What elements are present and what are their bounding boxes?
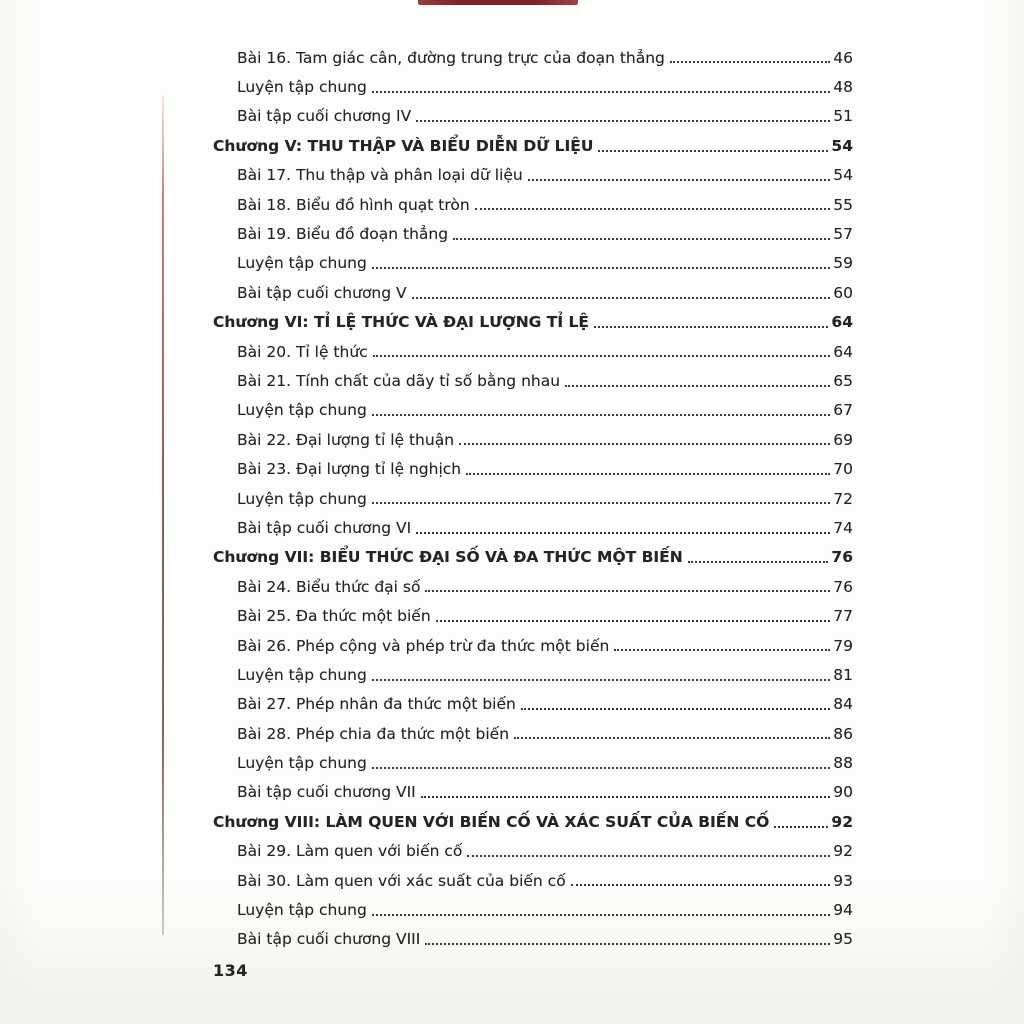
dotted-leader — [688, 561, 829, 563]
toc-entry-label: Bài tập cuối chương VI — [237, 518, 412, 537]
toc-entry — [213, 601, 853, 630]
toc-entry-page: 77 — [833, 607, 853, 626]
toc-entry — [213, 925, 853, 954]
toc-entry-label: Bài 28. Phép chia đa thức một biến — [237, 724, 510, 743]
page-number: 134 — [213, 961, 248, 980]
dotted-leader — [372, 267, 830, 269]
toc-entry-label: Bài 26. Phép cộng và phép trừ đa thức một biến — [237, 636, 610, 655]
toc-entry — [213, 660, 853, 689]
dotted-leader — [453, 238, 830, 240]
toc-entry-page: 65 — [833, 371, 853, 390]
toc-entry — [213, 337, 853, 366]
toc-entry — [213, 572, 853, 601]
dotted-leader — [436, 620, 831, 622]
dotted-leader — [521, 708, 830, 710]
toc-entry-label: Chương VI: TỈ LỆ THỨC VÀ ĐẠI LƯỢNG TỈ LỆ — [213, 313, 589, 332]
toc-entry-page: 69 — [833, 430, 853, 449]
dotted-leader — [372, 414, 830, 416]
toc-entry-label: Bài 18. Biểu đồ hình quạt tròn — [237, 195, 470, 214]
toc-entry — [213, 690, 853, 719]
toc-entry-label: Luyện tập chung — [237, 489, 367, 508]
toc-entry-label: Luyện tập chung — [237, 901, 367, 920]
toc-entry-label: Bài 16. Tam giác cân, đường trung trực của đoạn thẳng — [237, 48, 665, 67]
toc-entry-page: 90 — [833, 783, 853, 802]
dotted-leader — [373, 355, 831, 357]
toc-entry-page: 59 — [833, 254, 853, 273]
dotted-leader — [425, 590, 830, 592]
dotted-leader — [528, 179, 831, 181]
toc-entry — [213, 102, 853, 131]
dotted-leader — [514, 737, 830, 739]
toc-entry — [213, 866, 853, 895]
dotted-leader — [372, 502, 830, 504]
toc-entry-label: Luyện tập chung — [237, 254, 367, 273]
dotted-leader — [670, 61, 830, 63]
toc-entry — [213, 43, 853, 72]
toc-entry-page: 57 — [833, 225, 853, 244]
toc-entry-page: 54 — [833, 166, 853, 185]
toc-entry — [213, 895, 853, 924]
dotted-leader — [372, 91, 830, 93]
toc-entry-label: Bài 25. Đa thức một biến — [237, 607, 431, 626]
toc-entry-page: 64 — [831, 313, 853, 332]
dotted-leader — [416, 120, 830, 122]
toc-entry — [213, 131, 853, 160]
toc-entry-page: 64 — [833, 342, 853, 361]
toc-entry-label: Luyện tập chung — [237, 401, 367, 420]
toc-entry-label: Bài 23. Đại lượng tỉ lệ nghịch — [237, 460, 462, 479]
toc-entry — [213, 190, 853, 219]
toc-entry — [213, 543, 853, 572]
toc-entry — [213, 837, 853, 866]
toc-entry-page: 70 — [833, 460, 853, 479]
toc-entry-label: Bài tập cuối chương V — [237, 283, 407, 302]
toc-entry — [213, 454, 853, 483]
toc-entry-page: 81 — [833, 665, 853, 684]
toc-entry-label: Bài tập cuối chương IV — [237, 107, 412, 126]
toc-entry — [213, 249, 853, 278]
toc-entry-page: 92 — [831, 812, 853, 831]
toc-entry — [213, 484, 853, 513]
toc-entry-page: 51 — [833, 107, 853, 126]
dotted-leader — [614, 649, 830, 651]
dotted-leader — [459, 443, 830, 445]
toc-entry-page: 92 — [833, 842, 853, 861]
toc-entry — [213, 748, 853, 777]
dotted-leader — [416, 532, 830, 534]
toc-entry-page: 67 — [833, 401, 853, 420]
toc-entry — [213, 278, 853, 307]
toc-entry-page: 84 — [833, 695, 853, 714]
toc-entry — [213, 161, 853, 190]
dotted-leader — [774, 826, 828, 828]
dotted-leader — [467, 855, 830, 857]
toc-entry-label: Luyện tập chung — [237, 78, 367, 97]
toc-list — [213, 43, 853, 954]
page-edge-line — [162, 95, 164, 935]
toc-entry-label: Bài 29. Làm quen với biến cố — [237, 842, 463, 861]
toc-entry — [213, 719, 853, 748]
toc-entry-label: Bài 27. Phép nhân đa thức một biến — [237, 695, 516, 714]
toc-entry-label: Bài 30. Làm quen với xác suất của biến cố — [237, 871, 566, 890]
toc-entry-page: 46 — [833, 48, 853, 67]
dotted-leader — [421, 796, 831, 798]
toc-entry-label: Luyện tập chung — [237, 665, 367, 684]
toc-entry — [213, 366, 853, 395]
toc-entry-page: 48 — [833, 78, 853, 97]
book-cover-top-edge — [418, 0, 578, 5]
toc-entry-label: Bài 19. Biểu đồ đoạn thẳng — [237, 225, 449, 244]
toc-entry — [213, 72, 853, 101]
toc-entry — [213, 631, 853, 660]
toc-entry-label: Bài 17. Thu thập và phân loại dữ liệu — [237, 166, 523, 185]
toc-entry-label: Luyện tập chung — [237, 754, 367, 773]
toc-entry-page: 55 — [833, 195, 853, 214]
toc-entry-page: 88 — [833, 754, 853, 773]
dotted-leader — [466, 473, 830, 475]
toc-entry-page: 72 — [833, 489, 853, 508]
toc-entry-label: Bài tập cuối chương VII — [237, 783, 416, 802]
toc-entry-label: Chương VII: BIỂU THỨC ĐẠI SỐ VÀ ĐA THỨC MỘT BIẾN — [213, 548, 683, 567]
toc-entry-label: Bài tập cuối chương VIII — [237, 930, 421, 949]
toc-entry-label: Chương VIII: LÀM QUEN VỚI BIẾN CỐ VÀ XÁC SUẤT CỦA BIẾN CỐ — [213, 812, 770, 831]
toc-entry-label: Bài 20. Tỉ lệ thức — [237, 342, 368, 361]
toc-entry-page: 76 — [831, 548, 853, 567]
toc-entry-label: Chương V: THU THẬP VÀ BIỂU DIỄN DỮ LIỆU — [213, 136, 594, 155]
toc-entry-label: Bài 24. Biểu thức đại số — [237, 577, 421, 596]
dotted-leader — [475, 208, 831, 210]
toc-entry — [213, 396, 853, 425]
toc-entry — [213, 219, 853, 248]
dotted-leader — [425, 943, 830, 945]
toc-entry-label: Bài 21. Tính chất của dãy tỉ số bằng nhau — [237, 371, 561, 390]
toc-entry-page: 94 — [833, 901, 853, 920]
dotted-leader — [598, 150, 828, 152]
dotted-leader — [594, 326, 828, 328]
toc-entry-page: 60 — [833, 283, 853, 302]
dotted-leader — [372, 914, 830, 916]
toc-entry-page: 95 — [833, 930, 853, 949]
toc-entry — [213, 308, 853, 337]
toc-entry — [213, 778, 853, 807]
toc-entry-page: 74 — [833, 518, 853, 537]
toc-entry — [213, 425, 853, 454]
dotted-leader — [412, 297, 831, 299]
toc-entry-page: 54 — [831, 136, 853, 155]
toc-entry-page: 93 — [833, 871, 853, 890]
dotted-leader — [372, 767, 830, 769]
toc-entry-page: 86 — [833, 724, 853, 743]
toc-entry — [213, 807, 853, 836]
toc-entry-page: 76 — [833, 577, 853, 596]
toc-entry — [213, 513, 853, 542]
dotted-leader — [571, 884, 831, 886]
dotted-leader — [565, 385, 830, 387]
dotted-leader — [372, 679, 830, 681]
toc-entry-page: 79 — [833, 636, 853, 655]
toc-entry-label: Bài 22. Đại lượng tỉ lệ thuận — [237, 430, 455, 449]
